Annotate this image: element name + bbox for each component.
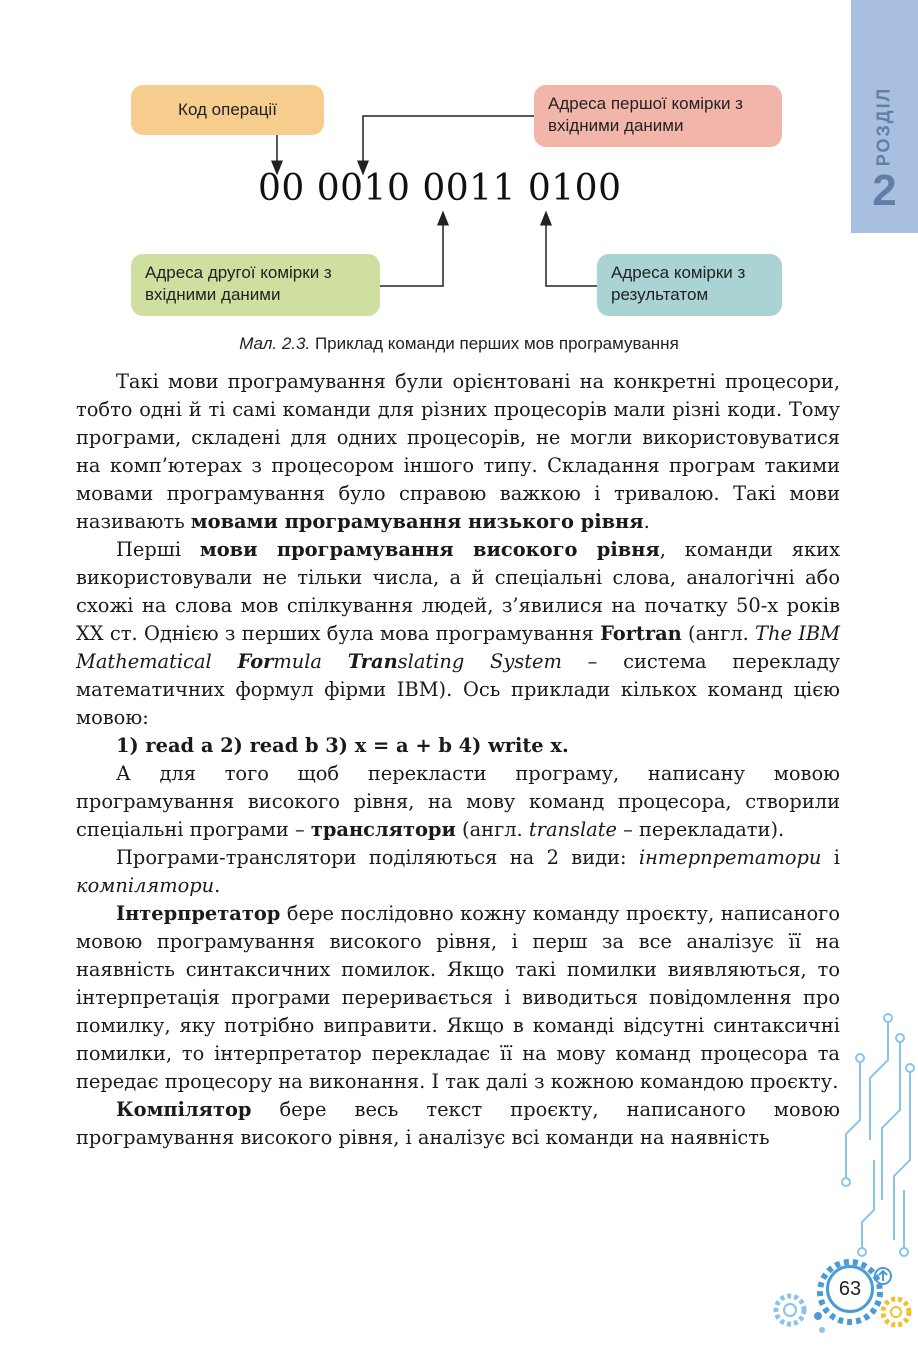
paragraph-translators (76, 760, 840, 844)
body-text (76, 368, 840, 1152)
p7-text: бере весь текст проєкту, написаного мовою програмування високого рівня, і аналізує всі команди на наявність (76, 1098, 840, 1149)
p1-text: Такі мови програмування були орієнтовані на конкретні процесори, тобто одні й ті самі команди для різних процесорів мали різні коди. Тому програми, складені для одних процесорів, не могли використовуватися на комп’ютерах з процесором іншого типу. Складання програм такими мовами програмування було справою важкою і тривалою. Такі мови називають (76, 370, 840, 533)
gear-icon (776, 1296, 804, 1324)
p2-italic-2: mula (273, 650, 348, 673)
caption-text: Приклад команди перших мов програмування (314, 334, 679, 353)
opcode-label: Код операції (178, 100, 277, 119)
term-compiler: Компілятор (116, 1098, 252, 1121)
p2-italic-3: slating System (397, 650, 562, 673)
p6-text: бере послідовно кожну команду проєкту, написаного мовою програмування високого рівня, і перш за все аналізує її на наявність синтаксичних помилок. Якщо такі помилки виявляються, то інтерпретація програми переривається і виводиться повідомлення про помилку, яку потрібно виправити. Якщо в команді відсутні синтаксичні помилки, то інтерпретатор перекладає її на мову команд процесора та передає процесору на виконання. І так далі з кожною командою проєкту. (76, 902, 840, 1093)
term-translate: translate (528, 818, 617, 841)
p2-bold-tran: Tran (347, 650, 398, 673)
term-fortran: Fortran (600, 622, 682, 645)
paragraph-high-level (76, 536, 840, 732)
p2-end: – система перекладу математичних формул фірми IBM). Ось приклади кількох команд цією мовою: (76, 650, 840, 729)
p5-mid: і (821, 846, 841, 869)
paragraph-compiler (76, 1096, 840, 1152)
paragraph-translator-types (76, 844, 840, 900)
gear-icon (883, 1299, 909, 1325)
instruction-diagram (0, 0, 840, 330)
term-interpreters: інтерпретатори (638, 846, 822, 869)
chapter-label-text: РОЗДІЛ (873, 86, 893, 166)
term-high-level: мови програмування високого рівня (199, 538, 660, 561)
term-interpreter: Інтерпретатор (116, 902, 281, 925)
first-address-label: Адреса першої комірки з вхідними даними (548, 94, 743, 135)
chapter-label (850, 86, 917, 166)
result-arrow (546, 218, 597, 286)
second-address-label: Адреса другої комірки з вхідними даними (145, 263, 332, 304)
p1-end: . (643, 510, 650, 533)
term-translators: транслятори (310, 818, 456, 841)
p4-paren: (англ. (455, 818, 529, 841)
paragraph-commands (76, 732, 840, 760)
p4-start: А для того щоб перекласти програму, написану мовою програмування високого рівня, на мову команд процесора, створили спеціальні програми – (76, 762, 840, 841)
chapter-number: 2 (872, 166, 897, 215)
addr2-arrow (380, 218, 443, 286)
p2-italic-1: The IBM Mathematical (76, 622, 840, 673)
p2-paren: (англ. (681, 622, 756, 645)
opcode-box (131, 85, 324, 135)
fortran-commands: 1) read a 2) read b 3) x = a + b 4) write x. (116, 734, 569, 757)
p2-start: Перші (116, 538, 200, 561)
p2-bold-for: For (237, 650, 274, 673)
paragraph-interpreter (76, 900, 840, 1096)
term-low-level: мовами програмування низького рівня (190, 510, 644, 533)
p4-end: – перекладати). (616, 818, 785, 841)
second-address-box (131, 254, 380, 316)
p2-mid: , команди яких використовували не тільки числа, а й спеціальні слова, аналогічні або схожі на слова мов спілкування людей, з’явилися на початку 50-х років XX ст. Однією з перших була мова програмування (76, 538, 840, 645)
p5-end: . (214, 874, 221, 897)
p5-start: Програми-транслятори поділяються на 2 види: (116, 846, 639, 869)
result-address-box (597, 254, 782, 316)
result-address-label: Адреса комірки з результатом (611, 263, 746, 304)
machine-code: 00 0010 0011 0100 (258, 168, 622, 209)
page-number: 63 (826, 1265, 874, 1313)
term-compilers: компілятори (76, 874, 215, 897)
paragraph-low-level (76, 368, 840, 536)
figure-caption (0, 334, 918, 354)
addr1-arrow (363, 116, 534, 168)
caption-prefix: Мал. 2.3. (239, 334, 311, 353)
first-address-box (534, 85, 782, 147)
